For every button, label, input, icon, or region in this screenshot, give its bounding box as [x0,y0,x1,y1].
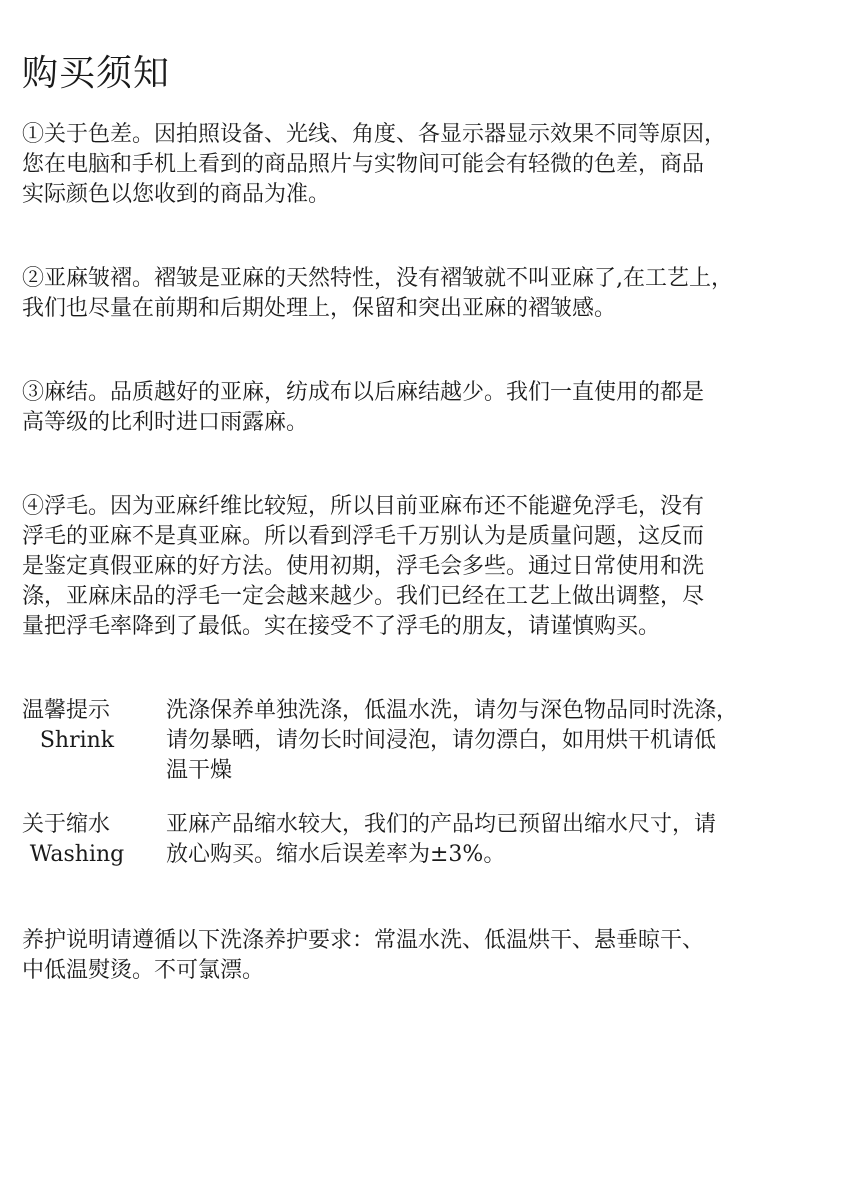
notice-line: 是鉴定真假亚麻的好方法。使用初期，浮毛会多些。通过日常使用和洗 [22,554,705,579]
tip-line: 洗涤保养单独洗涤，低温水洗，请勿与深色物品同时洗涤， [166,698,739,723]
care-instructions [22,926,828,986]
tip-label-washing [22,810,132,870]
care-line: 中低温熨烫。不可氯漂。 [22,958,265,983]
tip-label-cn: 温馨提示 [22,698,111,723]
notice-line: 量把浮毛率降到了最低。实在接受不了浮毛的朋友，请谨慎购买。 [22,614,661,639]
notice-floating-fibers [22,492,828,642]
tip-line: 放心购买。缩水后误差率为±3%。 [166,842,506,867]
tip-line: 温干燥 [166,758,233,783]
notice-line: ①关于色差。因拍照设备、光线、角度、各显示器显示效果不同等原因， [22,122,727,147]
notice-line: 我们也尽量在前期和后期处理上，保留和突出亚麻的褶皱感。 [22,296,617,321]
notice-color-difference [22,120,828,210]
tip-label-en: Washing [29,842,125,867]
tip-label-cn: 关于缩水 [22,812,111,837]
notice-line: 您在电脑和手机上看到的商品照片与实物间可能会有轻微的色差，商品 [22,152,705,177]
notice-line: ④浮毛。因为亚麻纤维比较短，所以目前亚麻布还不能避免浮毛，没有 [22,494,705,519]
notice-linen-wrinkles [22,264,828,324]
notice-line: 实际颜色以您收到的商品为准。 [22,182,331,207]
care-line: 养护说明请遵循以下洗涤养护要求：常温水洗、低温烘干、悬垂晾干、 [22,928,705,953]
tip-label-en: Shrink [39,728,115,753]
tip-text-shrink [166,696,828,786]
page-title: 购买须知 [22,53,171,94]
tip-line: 亚麻产品缩水较大，我们的产品均已预留出缩水尺寸，请 [166,812,717,837]
tip-label-shrink [22,696,132,756]
notice-line: ③麻结。品质越好的亚麻，纺成布以后麻结越少。我们一直使用的都是 [22,380,705,405]
tip-text-washing [166,810,828,870]
tip-line: 请勿暴晒，请勿长时间浸泡，请勿漂白，如用烘干机请低 [166,728,717,753]
notice-linen-knots [22,378,828,438]
notice-line: 浮毛的亚麻不是真亚麻。所以看到浮毛千万别认为是质量问题，这反而 [22,524,705,549]
notice-line: 高等级的比利时进口雨露麻。 [22,410,309,435]
notice-line: ②亚麻皱褶。褶皱是亚麻的天然特性，没有褶皱就不叫亚麻了,在工艺上， [22,266,733,291]
notice-line: 涤，亚麻床品的浮毛一定会越来越少。我们已经在工艺上做出调整，尽 [22,584,705,609]
